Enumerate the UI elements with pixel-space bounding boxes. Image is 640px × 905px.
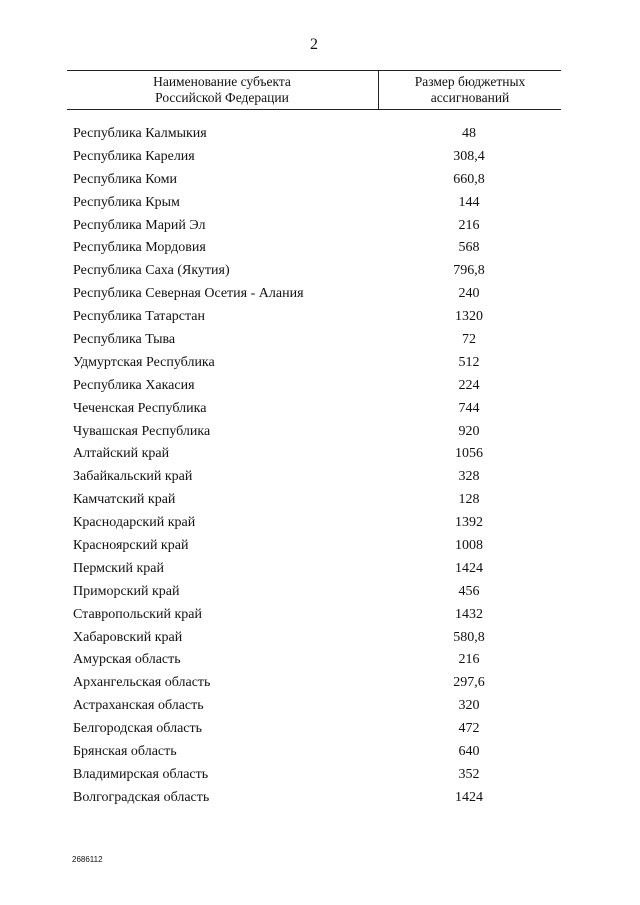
table-header: [67, 70, 561, 110]
subject-name: Республика Мордовия: [73, 240, 206, 256]
table-row: [73, 512, 563, 535]
budget-amount: 328: [458, 469, 480, 485]
table-row: [73, 283, 563, 306]
budget-amount: 72: [462, 332, 476, 348]
document-code: 2686112: [72, 855, 103, 864]
subject-name: Республика Марий Эл: [73, 217, 206, 233]
budget-amount: 744: [458, 400, 480, 416]
header-subject-name-line2: Российской Федерации: [155, 90, 289, 105]
subject-name: Республика Крым: [73, 194, 180, 210]
budget-amount: 568: [458, 240, 480, 256]
subject-name: Брянская область: [73, 744, 177, 760]
budget-amount: 580,8: [453, 629, 485, 645]
subject-name: Красноярский край: [73, 538, 189, 554]
table-row: [73, 558, 563, 581]
table-row: [73, 260, 563, 283]
budget-amount: 308,4: [453, 148, 485, 164]
subject-name: Чеченская Республика: [73, 400, 207, 416]
table-row: [73, 192, 563, 215]
table-row: [73, 787, 563, 810]
subject-name: Республика Коми: [73, 171, 177, 187]
subject-name: Хабаровский край: [73, 629, 183, 645]
table-row: [73, 306, 563, 329]
budget-amount: 1392: [455, 515, 483, 531]
budget-amount: 128: [458, 492, 480, 508]
subject-name: Республика Тыва: [73, 332, 176, 348]
subject-name: Астраханская область: [73, 698, 204, 714]
budget-amount: 297,6: [453, 675, 485, 691]
subject-name: Республика Северная Осетия - Алания: [73, 286, 304, 302]
budget-amount: 456: [458, 583, 480, 599]
budget-amount: 1056: [455, 446, 483, 462]
subject-name: Амурская область: [73, 652, 181, 668]
subject-name: Забайкальский край: [73, 469, 193, 485]
budget-amount: 472: [458, 721, 480, 737]
table-row: [73, 604, 563, 627]
table-row: [73, 581, 563, 604]
table-row: [73, 741, 563, 764]
header-subject-name: [67, 71, 377, 109]
subject-name: Белгородская область: [73, 721, 203, 737]
header-budget-amount-line1: Размер бюджетных: [414, 74, 526, 89]
table-row: [73, 375, 563, 398]
budget-amount: 920: [458, 423, 480, 439]
budget-amount: 1432: [455, 606, 483, 622]
subject-name: Волгоградская область: [73, 789, 210, 805]
budget-amount: 216: [458, 652, 480, 668]
table-row: [73, 535, 563, 558]
budget-amount: 224: [458, 377, 480, 393]
table-row: [73, 443, 563, 466]
table-row: [73, 764, 563, 787]
table-row: [73, 672, 563, 695]
budget-amount: 1008: [455, 538, 483, 554]
table-row: [73, 718, 563, 741]
budget-amount: 796,8: [453, 263, 485, 279]
page-number: 2: [310, 36, 318, 53]
budget-amount: 320: [458, 698, 480, 714]
subject-name: Алтайский край: [73, 446, 170, 462]
budget-amount: 144: [458, 194, 480, 210]
table-row: [73, 489, 563, 512]
subject-name: Владимирская область: [73, 766, 209, 782]
table-row: [73, 398, 563, 421]
subject-name: Республика Калмыкия: [73, 126, 207, 141]
budget-amount: 640: [458, 744, 480, 760]
subject-name: Ставропольский край: [73, 606, 202, 622]
header-budget-amount: [379, 71, 561, 109]
budget-amount: 48: [462, 126, 476, 141]
header-budget-amount-line2: ассигнований: [430, 90, 510, 105]
table-row: [73, 169, 563, 192]
table-row: [73, 352, 563, 375]
table-row: [73, 123, 563, 146]
subject-name: Камчатский край: [73, 492, 176, 508]
table-row: [73, 329, 563, 352]
budget-amount: 240: [458, 286, 480, 302]
table-row: [73, 146, 563, 169]
table-row: [73, 421, 563, 444]
table-row: [73, 237, 563, 260]
subject-name: Краснодарский край: [73, 515, 196, 531]
subject-name: Пермский край: [73, 560, 164, 576]
budget-amount: 216: [458, 217, 480, 233]
subject-name: Приморский край: [73, 583, 180, 599]
subject-name: Архангельская область: [73, 675, 211, 691]
budget-amount: 352: [458, 766, 480, 782]
table-row: [73, 695, 563, 718]
budget-amount: 1320: [455, 309, 483, 325]
header-subject-name-line1: Наименование субъекта: [153, 74, 291, 89]
subject-name: Удмуртская Республика: [73, 354, 215, 370]
budget-amount: 1424: [455, 560, 483, 576]
table-row: [73, 627, 563, 650]
table-row: [73, 215, 563, 238]
subject-name: Республика Саха (Якутия): [73, 263, 230, 279]
subject-name: Республика Татарстан: [73, 309, 206, 325]
table-row: [73, 649, 563, 672]
table-body: [73, 123, 563, 810]
table-row: [73, 466, 563, 489]
budget-amount: 660,8: [453, 171, 485, 187]
subject-name: Республика Хакасия: [73, 377, 195, 393]
budget-amount: 1424: [455, 789, 483, 805]
budget-amount: 512: [458, 354, 480, 370]
subject-name: Чувашская Республика: [73, 423, 211, 439]
subject-name: Республика Карелия: [73, 148, 195, 164]
